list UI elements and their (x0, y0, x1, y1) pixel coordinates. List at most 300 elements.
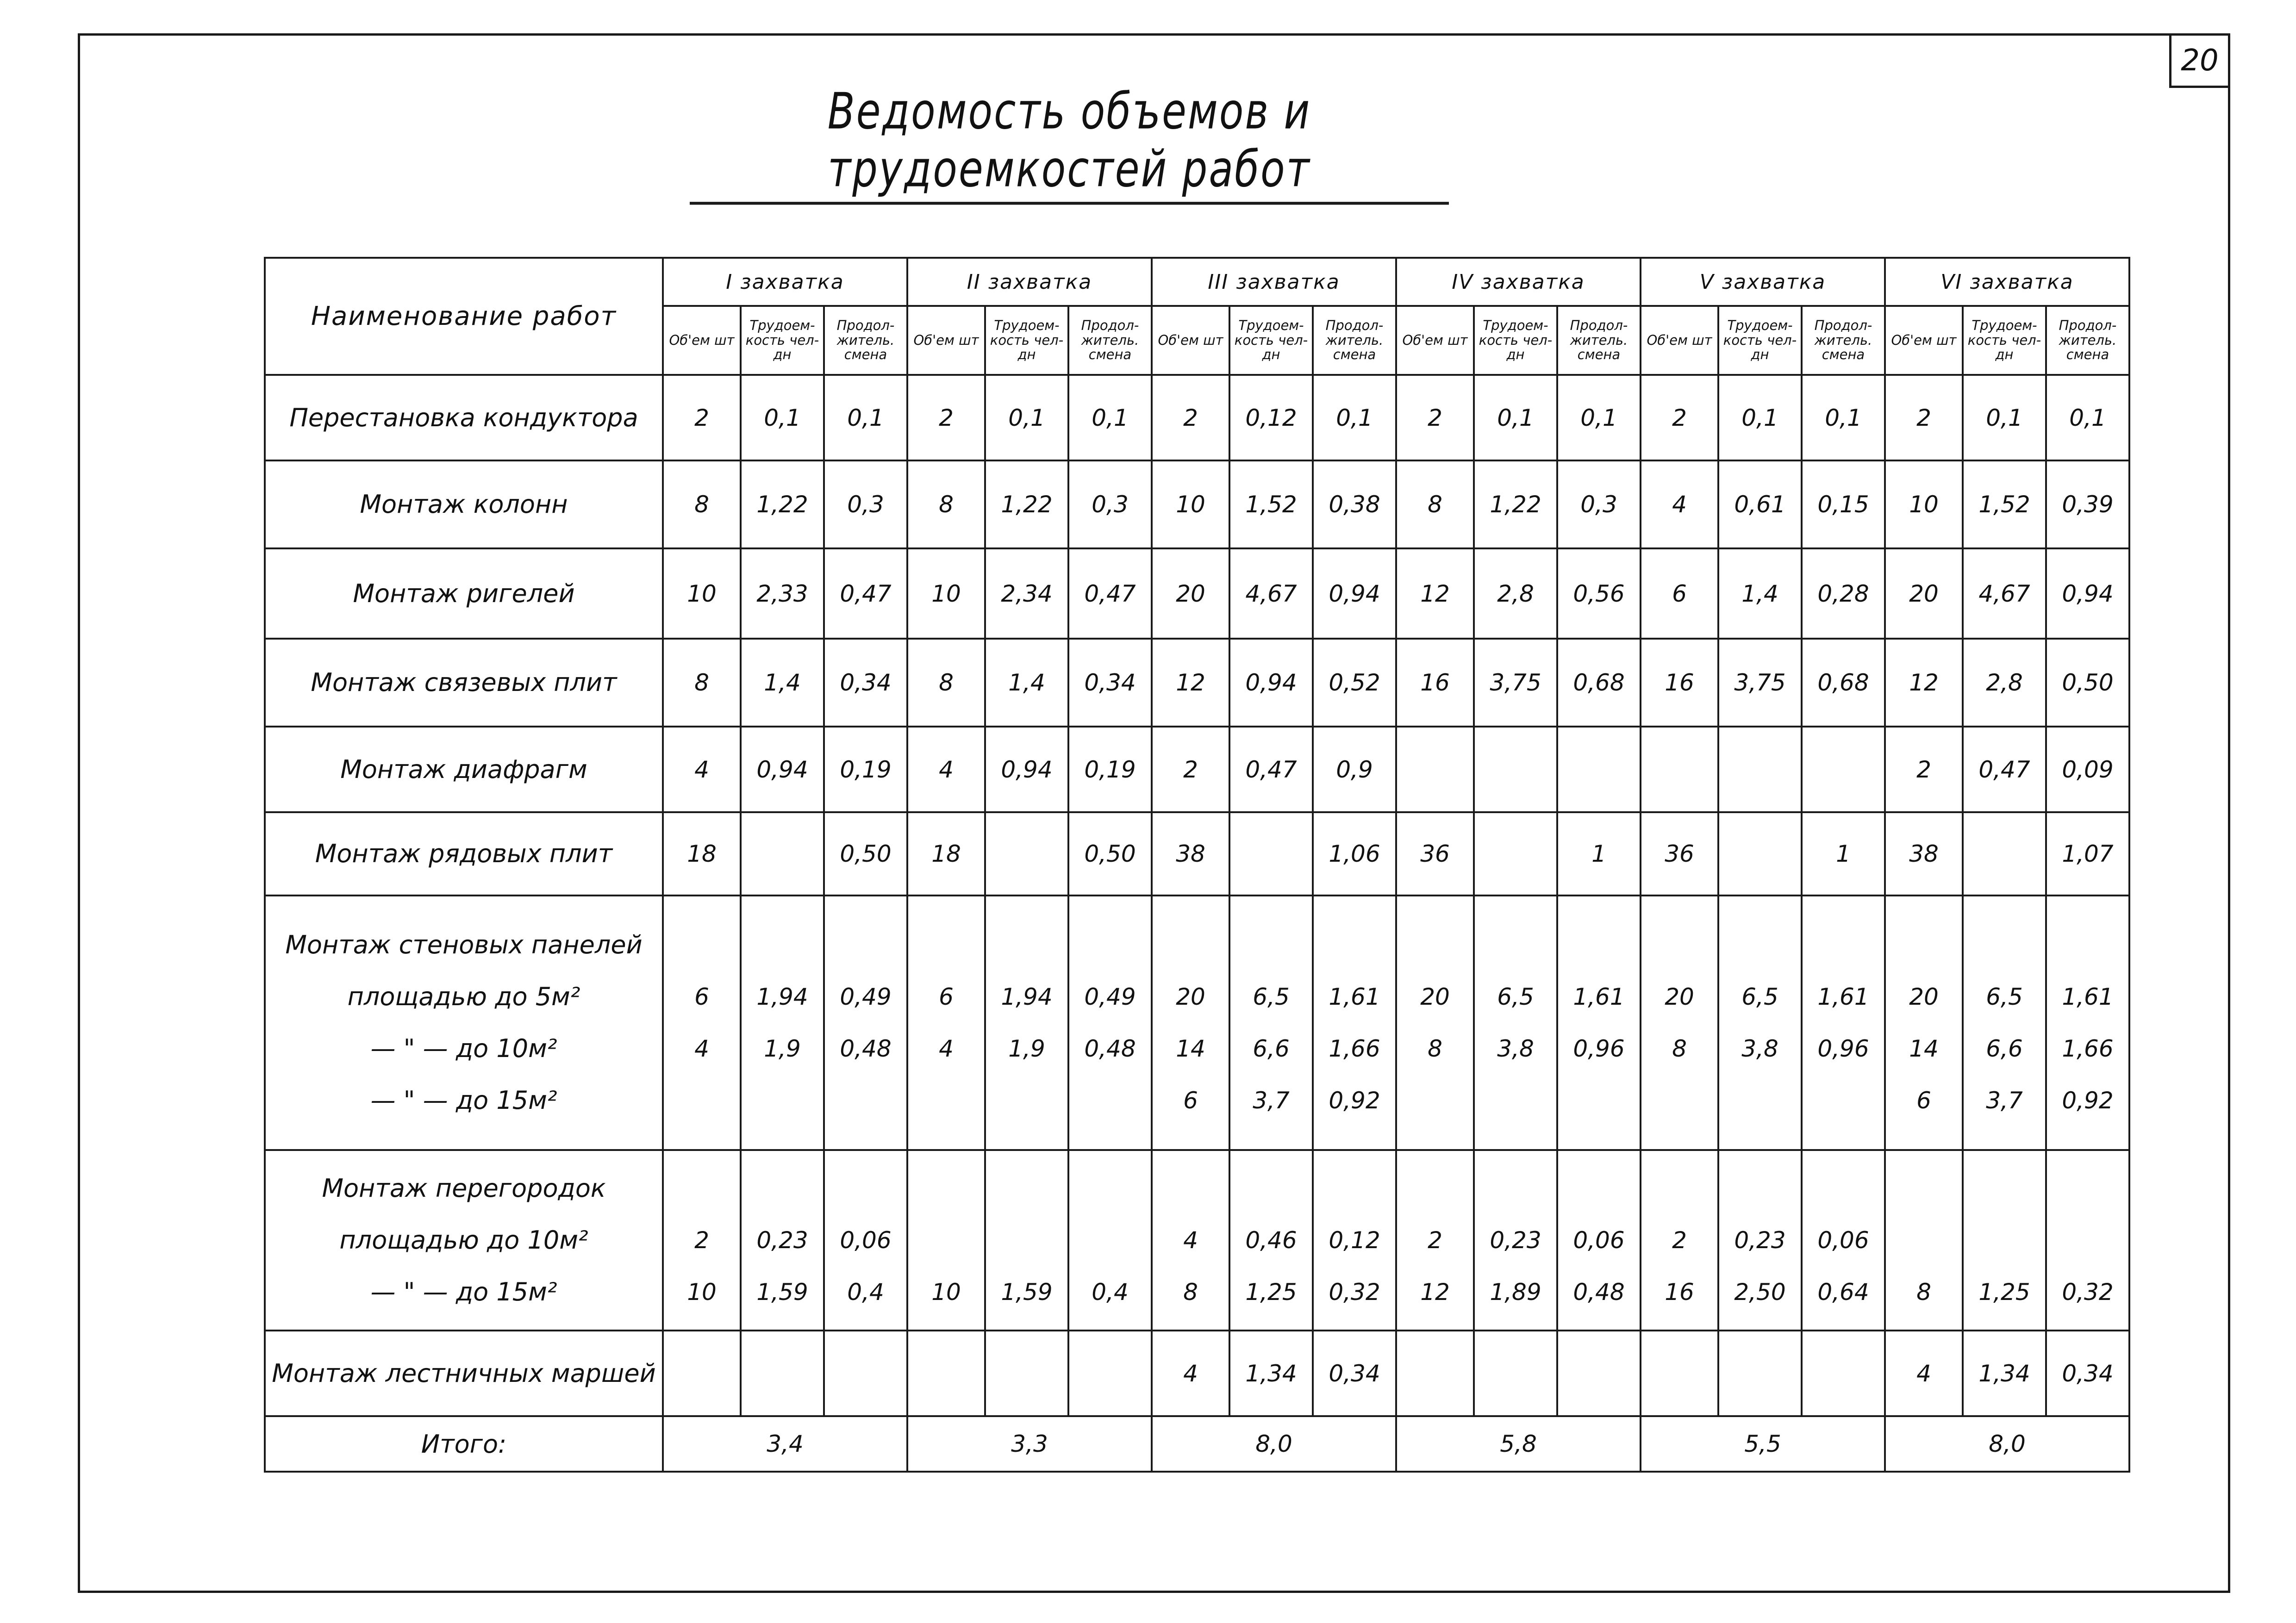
sub-header: Трудоем-кость чел-дн (1718, 306, 1802, 375)
cell-value: 1,52 (1245, 491, 1297, 518)
value-cell (1229, 1331, 1313, 1416)
work-name-line: — " — до 10м² (370, 1034, 557, 1063)
cell-value: 3,75 (1734, 669, 1786, 696)
cell-value: 0,23 (756, 1227, 808, 1254)
cell-value: 10 (687, 580, 717, 607)
cell-value: 1,94 (756, 983, 808, 1010)
cell-value: 0,34 (2062, 1360, 2114, 1387)
value-cell (1718, 812, 1802, 895)
cell-value: 0,9 (1336, 756, 1373, 783)
value-cell (2046, 727, 2129, 812)
cell-value: 36 (1420, 840, 1450, 867)
value-cell (663, 460, 741, 548)
value-cell (1068, 639, 1152, 727)
cell-value: 0,3 (1580, 491, 1617, 518)
cell-value: 10 (931, 580, 961, 607)
value-cell (985, 548, 1068, 639)
cell-value: 10 (1909, 491, 1939, 518)
cell-value: 6,5 (1253, 983, 1290, 1010)
cell-value: 0,1 (1336, 404, 1373, 431)
cell-value: 0,52 (1329, 669, 1380, 696)
value-cell (1313, 548, 1396, 639)
cell-value: 12 (1176, 669, 1205, 696)
cell-value: 3,8 (1497, 1035, 1534, 1062)
cell-value: 0,48 (840, 1035, 892, 1062)
value-cell (1152, 727, 1229, 812)
work-name (265, 1331, 663, 1416)
cell-value (668, 1075, 736, 1126)
cell-value (912, 1163, 980, 1214)
value-cell (1963, 1331, 2046, 1416)
value-cell (1557, 639, 1641, 727)
value-cell (1802, 548, 1885, 639)
value-cell (1641, 548, 1718, 639)
cell-value: 10 (1176, 491, 1205, 518)
cell-value: 0,46 (1245, 1227, 1297, 1254)
cell-value: 2 (1672, 1227, 1687, 1254)
cell-value: 38 (1176, 840, 1205, 867)
value-cell (741, 727, 824, 812)
cell-value (745, 1163, 819, 1214)
value-cell (1313, 727, 1396, 812)
work-name (265, 895, 663, 1150)
value-cell (1557, 1331, 1641, 1416)
cell-value (1073, 1214, 1147, 1266)
value-cell (1396, 460, 1474, 548)
cell-value: 0,06 (840, 1227, 892, 1254)
cell-value: 1,22 (1490, 491, 1541, 518)
cell-value: 0,47 (1245, 756, 1297, 783)
cell-value: 0,32 (1329, 1279, 1380, 1306)
value-cell (1885, 895, 1963, 1150)
sub-header: Трудоем-кость чел-дн (1963, 306, 2046, 375)
cell-value: 0,68 (1817, 669, 1869, 696)
cell-value: 0,94 (1329, 580, 1380, 607)
value-cell (1963, 895, 2046, 1150)
value-cell (1963, 639, 2046, 727)
cell-value: 0,19 (1084, 756, 1136, 783)
cell-value: 2 (1672, 404, 1687, 431)
value-cell (1396, 375, 1474, 460)
cell-value: 18 (687, 840, 717, 867)
cell-value (829, 919, 903, 971)
cell-value: 20 (1909, 983, 1939, 1010)
cell-value: 0,06 (1573, 1227, 1625, 1254)
cell-value: 18 (931, 840, 961, 867)
value-cell (1152, 895, 1229, 1150)
grip-header: III захватка (1152, 258, 1396, 306)
cell-value: 0,12 (1329, 1227, 1380, 1254)
value-cell (663, 812, 741, 895)
value-cell (824, 727, 907, 812)
cell-value: 1 (1591, 840, 1606, 867)
work-name (265, 460, 663, 548)
value-cell (1557, 548, 1641, 639)
value-cell (985, 812, 1068, 895)
cell-value: 2,50 (1734, 1279, 1786, 1306)
cell-value (912, 919, 980, 971)
value-cell (663, 727, 741, 812)
value-cell (1885, 375, 1963, 460)
cell-value: 20 (1909, 580, 1939, 607)
cell-value: 6,5 (1986, 983, 2023, 1010)
value-cell (1474, 460, 1557, 548)
work-name-line: Монтаж ригелей (353, 578, 575, 608)
cell-value: 0,48 (1573, 1279, 1625, 1306)
cell-value: 0,1 (1497, 404, 1534, 431)
cell-value (1156, 919, 1225, 971)
cell-value: 0,94 (2062, 580, 2114, 607)
grip-header: I захватка (663, 258, 907, 306)
cell-value: 1,61 (1329, 983, 1380, 1010)
cell-value: 1,59 (756, 1279, 808, 1306)
cell-value: 0,39 (2062, 491, 2114, 518)
cell-value (1645, 1075, 1714, 1126)
cell-value (1562, 1163, 1636, 1214)
value-cell (985, 639, 1068, 727)
value-cell (1474, 1331, 1557, 1416)
table-row (265, 727, 2129, 812)
cell-value: 1,25 (1978, 1279, 2030, 1306)
cell-value: 0,1 (1741, 404, 1778, 431)
value-cell (1718, 639, 1802, 727)
cell-value: 2 (1183, 756, 1198, 783)
cell-value: 3,8 (1741, 1035, 1778, 1062)
cell-value: 8 (1428, 491, 1442, 518)
sub-header: Трудоем-кость чел-дн (985, 306, 1068, 375)
value-cell (741, 375, 824, 460)
value-cell (1152, 639, 1229, 727)
sub-header: Продол-житель. смена (1068, 306, 1152, 375)
sub-header: Об'ем шт (907, 306, 985, 375)
cell-value: 4,67 (1245, 580, 1297, 607)
value-cell (907, 375, 985, 460)
cell-value: 8 (1672, 1035, 1687, 1062)
value-cell (741, 548, 824, 639)
cell-value (1401, 1163, 1469, 1214)
sub-header: Об'ем шт (1152, 306, 1229, 375)
grip-header: II захватка (907, 258, 1152, 306)
cell-value: 1,66 (1329, 1035, 1380, 1062)
value-cell (1229, 639, 1313, 727)
value-cell (663, 1150, 741, 1331)
work-name-line: Монтаж диафрагм (340, 754, 587, 784)
cell-value: 6,5 (1741, 983, 1778, 1010)
value-cell (1963, 727, 2046, 812)
value-cell (1641, 812, 1718, 895)
value-cell (1885, 812, 1963, 895)
cell-value: 4 (1183, 1227, 1198, 1254)
total-row (265, 1416, 2129, 1472)
cell-value (1156, 1163, 1225, 1214)
page-number: 20 (2169, 36, 2228, 88)
cell-value: 4 (1183, 1360, 1198, 1387)
value-cell (1641, 375, 1718, 460)
cell-value: 6 (1916, 1087, 1931, 1114)
value-cell (2046, 812, 2129, 895)
cell-value (1401, 919, 1469, 971)
works-table (264, 257, 2130, 1473)
cell-value: 0,61 (1734, 491, 1786, 518)
cell-value: 1,07 (2062, 840, 2114, 867)
cell-value: 12 (1420, 580, 1450, 607)
cell-value (668, 919, 736, 971)
value-cell (1885, 460, 1963, 548)
cell-value: 0,50 (2062, 669, 2114, 696)
value-cell (741, 639, 824, 727)
cell-value: 0,19 (840, 756, 892, 783)
value-cell (1641, 1331, 1718, 1416)
cell-value: 2 (694, 404, 709, 431)
value-cell (1068, 1150, 1152, 1331)
work-name (265, 639, 663, 727)
value-cell (1313, 1150, 1396, 1331)
cell-value: 16 (1665, 669, 1694, 696)
cell-value: 2 (1916, 404, 1931, 431)
cell-value: 0,23 (1490, 1227, 1541, 1254)
cell-value: 2 (694, 1227, 709, 1254)
cell-value: 0,09 (2062, 756, 2114, 783)
value-cell (1229, 812, 1313, 895)
cell-value: 0,49 (1084, 983, 1136, 1010)
value-cell (1068, 460, 1152, 548)
cell-value: 0,1 (847, 404, 884, 431)
cell-value: 1,34 (1978, 1360, 2030, 1387)
value-cell (1229, 1150, 1313, 1331)
value-cell (824, 1150, 907, 1331)
cell-value: 36 (1665, 840, 1694, 867)
cell-value: 1,22 (756, 491, 808, 518)
value-cell (2046, 375, 2129, 460)
value-cell (1802, 895, 1885, 1150)
work-name-line: — " — до 15м² (370, 1086, 557, 1115)
value-cell (1396, 727, 1474, 812)
table-row (265, 812, 2129, 895)
value-cell (1474, 1150, 1557, 1331)
table-row (265, 1150, 2129, 1331)
value-cell (2046, 1150, 2129, 1331)
cell-value: 0,28 (1817, 580, 1869, 607)
value-cell (663, 639, 741, 727)
cell-value: 0,15 (1817, 491, 1869, 518)
value-cell (741, 1331, 824, 1416)
value-cell (1229, 460, 1313, 548)
cell-value (1806, 919, 1880, 971)
cell-value: 0,1 (1580, 404, 1617, 431)
cell-value: 0,96 (1817, 1035, 1869, 1062)
cell-value (2051, 919, 2125, 971)
value-cell (1229, 375, 1313, 460)
cell-value: 2 (1428, 1227, 1442, 1254)
value-cell (1557, 895, 1641, 1150)
cell-value (829, 1075, 903, 1126)
value-cell (2046, 460, 2129, 548)
value-cell (663, 1331, 741, 1416)
cell-value: 1,61 (1573, 983, 1625, 1010)
value-cell (1885, 548, 1963, 639)
cell-value (1317, 919, 1391, 971)
value-cell (1396, 548, 1474, 639)
value-cell (1229, 895, 1313, 1150)
total-value: 5,8 (1396, 1416, 1641, 1472)
value-cell (1313, 639, 1396, 727)
cell-value (1967, 1214, 2041, 1266)
value-cell (1802, 812, 1885, 895)
cell-value (1723, 1075, 1797, 1126)
cell-value (1401, 1075, 1469, 1126)
sub-header: Продол-житель. смена (1557, 306, 1641, 375)
cell-value: 0,4 (847, 1279, 884, 1306)
table-row (265, 548, 2129, 639)
work-name-line: Монтаж рядовых плит (315, 839, 613, 868)
sub-header: Об'ем шт (663, 306, 741, 375)
cell-value: 0,1 (1092, 404, 1129, 431)
cell-value: 1,52 (1978, 491, 2030, 518)
cell-value: 0,50 (1084, 840, 1136, 867)
value-cell (1802, 375, 1885, 460)
value-cell (907, 639, 985, 727)
value-cell (1718, 895, 1802, 1150)
value-cell (741, 1150, 824, 1331)
cell-value: 3,75 (1490, 669, 1541, 696)
cell-value (2051, 1163, 2125, 1214)
value-cell (907, 812, 985, 895)
value-cell (1229, 548, 1313, 639)
cell-value: 0,47 (1978, 756, 2030, 783)
value-cell (1396, 812, 1474, 895)
cell-value: 2 (1183, 404, 1198, 431)
sub-header: Продол-житель. смена (824, 306, 907, 375)
cell-value: 10 (687, 1279, 717, 1306)
value-cell (1068, 1331, 1152, 1416)
cell-value: 1,4 (764, 669, 801, 696)
cell-value: 8 (1916, 1279, 1931, 1306)
cell-value (990, 1075, 1064, 1126)
cell-value (912, 1075, 980, 1126)
value-cell (985, 895, 1068, 1150)
sub-header: Об'ем шт (1396, 306, 1474, 375)
cell-value: 2,8 (1497, 580, 1534, 607)
grip-header: V захватка (1641, 258, 1885, 306)
value-cell (985, 727, 1068, 812)
table-row (265, 1331, 2129, 1416)
cell-value: 20 (1420, 983, 1450, 1010)
table-row (265, 895, 2129, 1150)
total-label: Итого: (265, 1416, 663, 1472)
work-name (265, 548, 663, 639)
cell-value: 2,8 (1986, 669, 2023, 696)
value-cell (1641, 639, 1718, 727)
value-cell (1963, 812, 2046, 895)
cell-value (1890, 919, 1958, 971)
cell-value (990, 919, 1064, 971)
name-column-header: Наименование работ (265, 258, 663, 375)
cell-value (1479, 919, 1553, 971)
value-cell (1313, 460, 1396, 548)
cell-value: 0,1 (1825, 404, 1862, 431)
work-name-line: Монтаж лестничных маршей (272, 1358, 656, 1388)
cell-value: 0,1 (1008, 404, 1045, 431)
cell-value (745, 919, 819, 971)
cell-value: 0,23 (1734, 1227, 1786, 1254)
cell-value: 20 (1176, 983, 1205, 1010)
value-cell (1963, 460, 2046, 548)
cell-value: 0,32 (2062, 1279, 2114, 1306)
cell-value (1645, 1163, 1714, 1214)
cell-value: 0,50 (840, 840, 892, 867)
value-cell (824, 1331, 907, 1416)
value-cell (1396, 639, 1474, 727)
cell-value (745, 1075, 819, 1126)
value-cell (741, 895, 824, 1150)
cell-value (1562, 919, 1636, 971)
value-cell (663, 895, 741, 1150)
cell-value: 0,49 (840, 983, 892, 1010)
cell-value: 4 (694, 1035, 709, 1062)
cell-value: 8 (1183, 1279, 1198, 1306)
cell-value: 0,1 (764, 404, 801, 431)
cell-value: 4 (694, 756, 709, 783)
cell-value: 0,96 (1573, 1035, 1625, 1062)
cell-value: 14 (1909, 1035, 1939, 1062)
grip-header: VI захватка (1885, 258, 2129, 306)
value-cell (1152, 1331, 1229, 1416)
cell-value: 4 (939, 756, 954, 783)
cell-value: 0,92 (2062, 1087, 2114, 1114)
value-cell (1641, 895, 1718, 1150)
cell-value: 0,94 (1245, 669, 1297, 696)
cell-value: 6 (1672, 580, 1687, 607)
cell-value: 0,3 (1092, 491, 1129, 518)
value-cell (1802, 727, 1885, 812)
cell-value: 10 (931, 1279, 961, 1306)
work-name-line: площадью до 5м² (347, 982, 580, 1011)
value-cell (1229, 727, 1313, 812)
cell-value: 0,68 (1573, 669, 1625, 696)
work-name-line: Монтаж связевых плит (311, 668, 617, 697)
value-cell (1152, 460, 1229, 548)
cell-value: 8 (1428, 1035, 1442, 1062)
value-cell (1557, 375, 1641, 460)
cell-value: 0,92 (1329, 1087, 1380, 1114)
cell-value (1890, 1163, 1958, 1214)
cell-value: 8 (939, 491, 954, 518)
total-value: 8,0 (1885, 1416, 2129, 1472)
value-cell (1068, 895, 1152, 1150)
cell-value (1317, 1163, 1391, 1214)
value-cell (1885, 727, 1963, 812)
cell-value (1967, 1163, 2041, 1214)
cell-value (1073, 1163, 1147, 1214)
work-name-line: Монтаж колонн (360, 490, 568, 519)
cell-value: 0,1 (2069, 404, 2106, 431)
value-cell (907, 727, 985, 812)
sub-header: Продол-житель. смена (2046, 306, 2129, 375)
value-cell (824, 639, 907, 727)
value-cell (1474, 727, 1557, 812)
cell-value (1890, 1214, 1958, 1266)
value-cell (1641, 1150, 1718, 1331)
value-cell (741, 812, 824, 895)
cell-value (912, 1214, 980, 1266)
cell-value: 1,9 (1008, 1035, 1045, 1062)
value-cell (1802, 639, 1885, 727)
cell-value (1806, 1075, 1880, 1126)
cell-value (1645, 919, 1714, 971)
cell-value: 2,33 (756, 580, 808, 607)
cell-value: 4 (1916, 1360, 1931, 1387)
value-cell (1474, 895, 1557, 1150)
